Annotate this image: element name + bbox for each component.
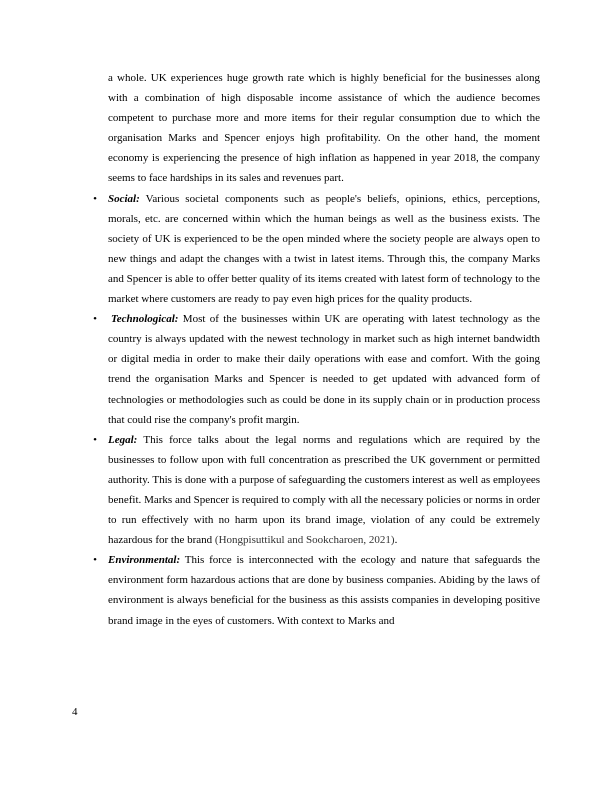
bullet-social [93,189,540,310]
bullet-term: Social: [108,192,140,205]
bullet-text: This force is interconnected with the ecology and nature that safeguards the environment form hazardous actions that are done by business companies. Abiding by the laws of environment is always beneficial for the business as this assists companies in developing positive brand image in the eyes of customers. With context to Marks and [108,554,540,627]
body-text [93,68,540,631]
bullet-term: Technological: [111,313,179,326]
bullet-icon: • [93,313,97,326]
pestle-bullet-list [93,189,540,631]
page-number: 4 [72,706,78,718]
bullet-term: Environmental: [108,554,181,567]
bullet-term: Legal: [108,433,138,446]
bullet-environmental [93,550,540,630]
intro-paragraph: a whole. UK experiences huge growth rate which is highly beneficial for the businesses along with a combination of high disposable income assistance of which the audience becomes competent to purchase more and more items for their regular consumption due to which the organisation Marks and Spencer enjoys high profitability. On the other hand, the moment economy is experiencing the presence of high inflation as happened in year 2018, the company seems to face hardships in its sales and revenues part. [108,72,540,185]
citation: (Hongpisuttikul and Sookcharoen, 2021) [214,534,395,547]
bullet-text: Various societal components such as people's beliefs, opinions, ethics, perceptions, morals, etc. are concerned within which the human beings as well as the business exists. The society of UK is experienced to be the open minded where the society people are always open to new things and adapt the changes with a twist in latest items. Through this, the company Marks and Spencer is able to offer better quality of its items created with latest form of technology to the market where customers are ready to pay even high prices for the quality products. [108,192,540,306]
bullet-text: Most of the businesses within UK are operating with latest technology as the country is always updated with the newest technology in market such as high internet bandwidth or digital media in order to make their daily operations with ease and comfort. With the going trend the organisation Marks and Spencer is needed to get updated with advanced form of technologies or methodologies such as could be done in its supply chain or in production process that could rise the company's profit margin. [108,313,540,426]
bullet-icon: • [93,554,97,567]
bullet-technological [93,309,540,430]
bullet-text: This force talks about the legal norms and regulations which are required by the businesses to follow upon with full concentration as prescribed the UK government or permitted authority. This is done with a purpose of safeguarding the customers interest as well as employees benefit. Marks and Spencer is required to comply with all the necessary policies or norms in order to run effectively with no harm upon its brand image, violation of any could be extremely hazardous for the brand [108,433,540,547]
bullet-icon: • [93,192,97,205]
bullet-legal [93,430,540,551]
bullet-icon: • [93,433,97,446]
citation-period: . [394,534,398,547]
